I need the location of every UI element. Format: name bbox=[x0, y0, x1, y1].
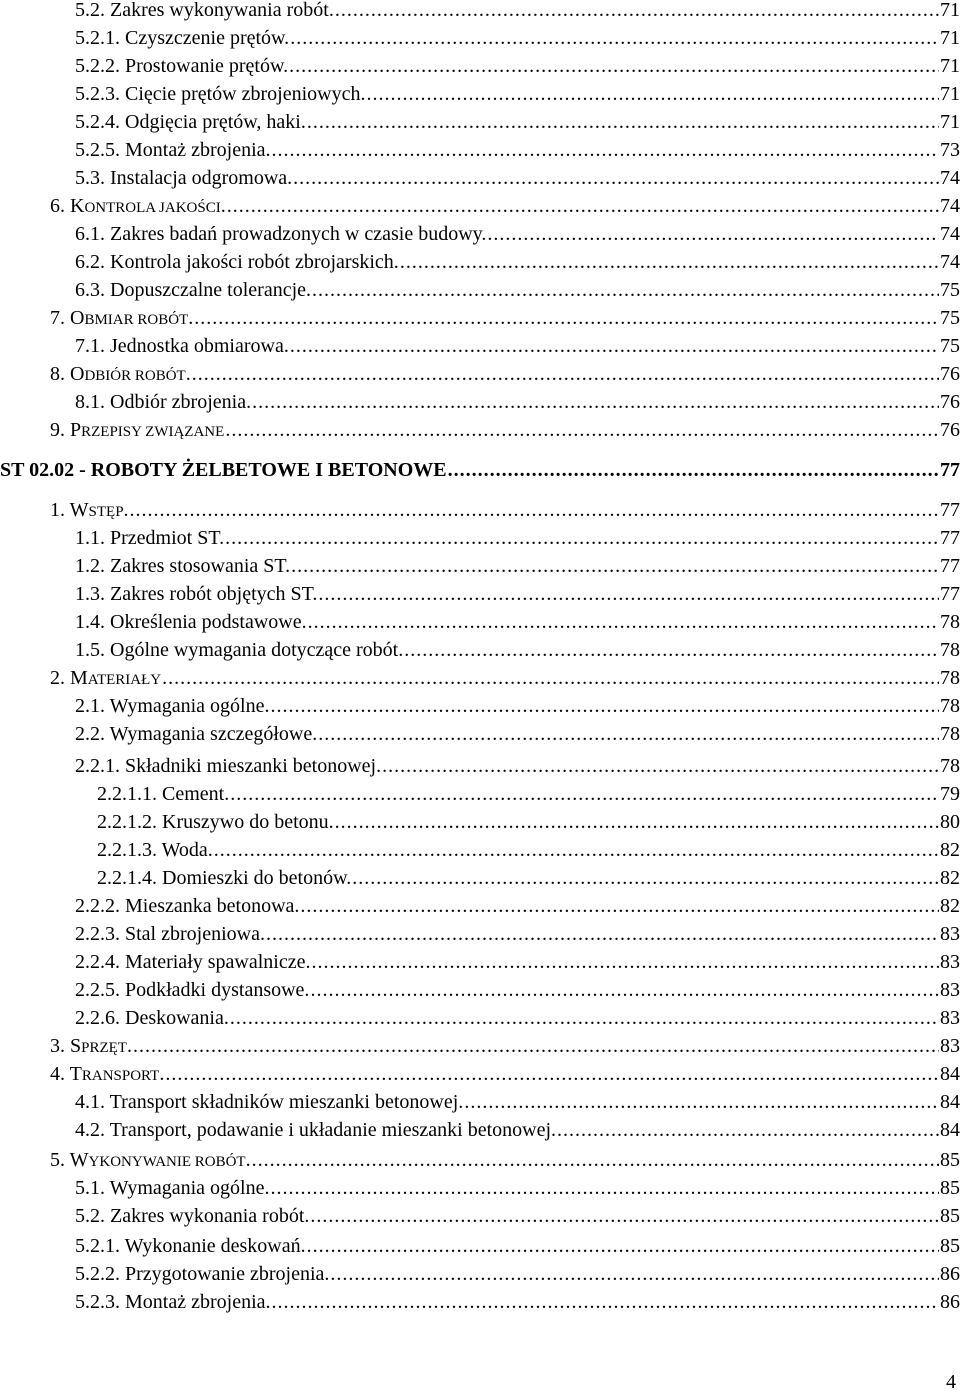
toc-entry[interactable] bbox=[97, 780, 960, 808]
toc-entry-number: 8. bbox=[50, 363, 70, 385]
toc-page-number: 83 bbox=[940, 1007, 960, 1029]
toc-dot-leader bbox=[311, 948, 939, 976]
toc-page-number: 74 bbox=[940, 167, 960, 189]
toc-dot-leader bbox=[227, 192, 939, 220]
toc-page-number: 75 bbox=[940, 335, 960, 357]
toc-dot-leader bbox=[318, 580, 939, 608]
toc-dot-leader bbox=[404, 636, 939, 664]
toc-entry-label: 5.2.3. Cięcie prętów zbrojeniowych. bbox=[75, 83, 366, 105]
toc-page-number: 77 bbox=[940, 499, 960, 521]
toc-entry-label: 2.2. Wymagania szczegółowe. bbox=[75, 723, 318, 745]
toc-dot-leader bbox=[290, 332, 939, 360]
toc-page-number: 82 bbox=[940, 895, 960, 917]
toc-entry[interactable] bbox=[50, 1060, 960, 1088]
toc-entry-label: 5.2.1. Czyszczenie prętów. bbox=[75, 27, 290, 49]
toc-dot-leader bbox=[310, 1202, 939, 1230]
toc-entry-number: 3. bbox=[50, 1035, 70, 1057]
toc-entry[interactable] bbox=[75, 580, 960, 608]
toc-page-number: 82 bbox=[940, 867, 960, 889]
toc-dot-leader bbox=[330, 1260, 939, 1288]
toc-page-number: 77 bbox=[940, 583, 960, 605]
toc-page-number: 71 bbox=[940, 111, 960, 133]
toc-entry[interactable] bbox=[75, 248, 960, 276]
toc-entry-label: 4.1. Transport składników mieszanki betonowej. bbox=[75, 1091, 464, 1113]
toc-entry-label: 1.2. Zakres stosowania ST. bbox=[75, 555, 291, 577]
toc-entry[interactable] bbox=[50, 664, 960, 692]
toc-entry-label: 6.2. Kontrola jakości robót zbrojarskich. bbox=[75, 251, 399, 273]
toc-entry-label: 2.2.4. Materiały spawalnicze. bbox=[75, 951, 311, 973]
toc-entry[interactable] bbox=[75, 136, 960, 164]
toc-page-number: 85 bbox=[940, 1205, 960, 1227]
toc-entry-label: 8.1. Odbiór zbrojenia. bbox=[75, 391, 252, 413]
toc-entry-number: 7. bbox=[50, 307, 70, 329]
toc-entry[interactable] bbox=[75, 388, 960, 416]
toc-dot-leader bbox=[487, 220, 939, 248]
toc-dot-leader bbox=[133, 1032, 939, 1060]
toc-entry-smallcaps: PRZĘT bbox=[81, 1040, 127, 1056]
toc-entry-label: 1.5. Ogólne wymagania dotyczące robót. bbox=[75, 639, 404, 661]
toc-entry-label bbox=[50, 360, 191, 390]
toc-dot-leader bbox=[266, 920, 939, 948]
toc-entry[interactable] bbox=[75, 1004, 960, 1032]
toc-entry[interactable] bbox=[97, 864, 960, 892]
toc-entry[interactable] bbox=[75, 552, 960, 580]
toc-page-number: 84 bbox=[940, 1063, 960, 1085]
toc-dot-leader bbox=[192, 360, 939, 388]
toc-entry[interactable] bbox=[50, 304, 960, 332]
toc-entry-label: 5.2.2. Prostowanie prętów. bbox=[75, 55, 289, 77]
toc-entry-label bbox=[50, 496, 129, 526]
toc-entry[interactable] bbox=[50, 1032, 960, 1060]
toc-entry-smallcaps: YKONYWANIE ROBÓT bbox=[88, 1154, 246, 1170]
toc-entry-smallcaps: RZEPISY ZWIĄZANE bbox=[81, 424, 225, 440]
toc-dot-leader bbox=[130, 496, 939, 524]
toc-entry-initial: O bbox=[70, 307, 85, 329]
toc-entry-label: 2.2.1. Składniki mieszanki betonowej. bbox=[75, 755, 382, 777]
toc-dot-leader bbox=[307, 1232, 939, 1260]
toc-entry-initial: S bbox=[70, 1035, 82, 1057]
toc-entry-initial: P bbox=[70, 419, 82, 441]
toc-entry[interactable] bbox=[75, 80, 960, 108]
toc-entry[interactable] bbox=[50, 416, 960, 444]
toc-dot-leader bbox=[225, 416, 939, 444]
toc-entry-label: 1.3. Zakres robót objętych ST. bbox=[75, 583, 318, 605]
toc-dot-leader bbox=[252, 1146, 939, 1174]
toc-entry[interactable] bbox=[75, 524, 960, 552]
toc-entry-number: 2. bbox=[50, 667, 70, 689]
toc-entry[interactable] bbox=[75, 720, 960, 748]
toc-entry-smallcaps: ATERIAŁY bbox=[87, 672, 162, 688]
toc-entry[interactable] bbox=[75, 52, 960, 80]
toc-entry-label: 6.3. Dopuszczalne tolerancje. bbox=[75, 279, 312, 301]
toc-entry-initial: K bbox=[70, 195, 85, 217]
toc-entry-label: 7.1. Jednostka obmiarowa. bbox=[75, 335, 289, 357]
toc-entry-label: 1.1. Przedmiot ST. bbox=[75, 527, 225, 549]
toc-entry-number: 1. bbox=[50, 499, 70, 521]
toc-entry-label: 5.2. Zakres wykonywania robót. bbox=[75, 0, 334, 21]
toc-page-number: 71 bbox=[940, 27, 960, 49]
toc-page-number: 85 bbox=[940, 1149, 960, 1171]
toc-entry[interactable] bbox=[75, 332, 960, 360]
toc-entry-label: 2.2.5. Podkładki dystansowe. bbox=[75, 979, 310, 1001]
toc-entry-number: 4. bbox=[50, 1063, 70, 1085]
toc-entry-label: 5.2. Zakres wykonania robót. bbox=[75, 1205, 310, 1227]
toc-entry-label: 5.1. Wymagania ogólne. bbox=[75, 1177, 270, 1199]
toc-section-heading[interactable] bbox=[0, 456, 960, 484]
toc-entry-label bbox=[50, 192, 226, 222]
toc-entry[interactable] bbox=[50, 496, 960, 524]
toc-page-number: 85 bbox=[940, 1235, 960, 1257]
toc-entry-smallcaps: STĘP bbox=[88, 504, 124, 520]
toc-entry-smallcaps: ONTROLA JAKOŚCI bbox=[84, 200, 221, 216]
toc-page-number: 78 bbox=[940, 639, 960, 661]
toc-page-number: 80 bbox=[940, 811, 960, 833]
toc-entry-label: 2.2.3. Stal zbrojeniowa. bbox=[75, 923, 265, 945]
toc-entry-smallcaps: RANSPORT bbox=[81, 1068, 160, 1084]
toc-page-number: 84 bbox=[940, 1091, 960, 1113]
toc-page-number: 86 bbox=[940, 1263, 960, 1285]
toc-entry-tail: . bbox=[126, 1035, 132, 1057]
toc-entry-label: 5.3. Instalacja odgromowa. bbox=[75, 167, 293, 189]
toc-entry-tail: . bbox=[245, 1149, 251, 1171]
toc-entry[interactable] bbox=[97, 808, 960, 836]
toc-entry-label: 2.2.1.3. Woda. bbox=[97, 839, 213, 861]
toc-page-number: 78 bbox=[940, 695, 960, 717]
toc-entry[interactable] bbox=[75, 0, 960, 24]
toc-entry-label: 2.2.1.4. Domieszki do betonów. bbox=[97, 867, 352, 889]
toc-page-number: 78 bbox=[940, 611, 960, 633]
toc-dot-leader bbox=[225, 524, 939, 552]
toc-page-number: 78 bbox=[940, 667, 960, 689]
toc-entry-smallcaps: DBIÓR ROBÓT bbox=[84, 368, 186, 384]
toc-dot-leader bbox=[272, 136, 940, 164]
toc-page-number: 74 bbox=[940, 251, 960, 273]
toc-dot-leader bbox=[271, 692, 940, 720]
toc-entry-label bbox=[50, 1032, 132, 1062]
toc-entry-label bbox=[50, 1146, 251, 1176]
toc-page-number: 73 bbox=[940, 139, 960, 161]
toc-dot-leader bbox=[293, 164, 939, 192]
toc-dot-leader bbox=[335, 808, 939, 836]
toc-entry[interactable] bbox=[75, 1088, 960, 1116]
toc-page-number: 71 bbox=[940, 83, 960, 105]
toc-page-number: 76 bbox=[940, 419, 960, 441]
toc-dot-leader bbox=[400, 248, 939, 276]
toc-dot-leader bbox=[308, 608, 939, 636]
toc-entry[interactable] bbox=[75, 1288, 960, 1316]
toc-entry[interactable] bbox=[75, 1174, 960, 1202]
toc-entry[interactable] bbox=[75, 276, 960, 304]
toc-dot-leader bbox=[271, 1174, 940, 1202]
toc-entry[interactable] bbox=[75, 108, 960, 136]
toc-entry-label bbox=[50, 304, 193, 334]
toc-entry[interactable] bbox=[75, 1232, 960, 1260]
toc-dot-leader bbox=[291, 552, 939, 580]
toc-page-number: 78 bbox=[940, 723, 960, 745]
toc-entry-label: 2.2.1.2. Kruszywo do betonu. bbox=[97, 811, 334, 833]
toc-entry[interactable] bbox=[50, 360, 960, 388]
toc-dot-leader bbox=[382, 752, 939, 780]
toc-page-number: 79 bbox=[940, 783, 960, 805]
toc-entry-label bbox=[50, 1060, 164, 1090]
toc-entry-label: 5.2.5. Montaż zbrojenia. bbox=[75, 139, 271, 161]
toc-entry-tail: . bbox=[220, 195, 226, 217]
toc-entry-label: 5.2.4. Odgięcia prętów, haki. bbox=[75, 111, 306, 133]
toc-page-number: 77 bbox=[940, 459, 960, 481]
toc-entry[interactable] bbox=[75, 948, 960, 976]
toc-page-number: 86 bbox=[940, 1291, 960, 1313]
toc-entry-tail: . bbox=[188, 307, 194, 329]
page-number: 4 bbox=[946, 1371, 956, 1393]
toc-entry-number: 9. bbox=[50, 419, 70, 441]
toc-dot-leader bbox=[300, 892, 939, 920]
toc-entry-number: 5. bbox=[50, 1149, 70, 1171]
toc-entry-label: 2.2.2. Mieszanka betonowa. bbox=[75, 895, 300, 917]
toc-dot-leader bbox=[318, 720, 939, 748]
toc-dot-leader bbox=[194, 304, 939, 332]
toc-entry-label: 5.2.3. Montaż zbrojenia. bbox=[75, 1291, 271, 1313]
toc-entry-initial: M bbox=[70, 667, 88, 689]
toc-entry-label bbox=[50, 664, 161, 694]
toc-page-number: 74 bbox=[940, 195, 960, 217]
toc-entry[interactable] bbox=[75, 164, 960, 192]
toc-entry[interactable] bbox=[75, 24, 960, 52]
toc-dot-leader bbox=[290, 24, 939, 52]
toc-page-number: 76 bbox=[940, 363, 960, 385]
toc-entry[interactable] bbox=[75, 920, 960, 948]
toc-entry-label bbox=[50, 416, 224, 446]
toc-dot-leader bbox=[230, 780, 939, 808]
toc-dot-leader bbox=[464, 1088, 939, 1116]
toc-entry[interactable] bbox=[75, 1116, 960, 1144]
toc-entry-tail: . bbox=[123, 499, 129, 521]
toc-dot-leader bbox=[289, 52, 939, 80]
toc-entry[interactable] bbox=[50, 1146, 960, 1174]
toc-entry[interactable] bbox=[75, 636, 960, 664]
toc-dot-leader bbox=[366, 80, 939, 108]
toc-entry-label: 5.2.1. Wykonanie deskowań. bbox=[75, 1235, 306, 1257]
toc-dot-leader bbox=[352, 864, 939, 892]
toc-page-number: 83 bbox=[940, 923, 960, 945]
toc-entry-tail: . bbox=[159, 1063, 165, 1085]
toc-page-number: 74 bbox=[940, 223, 960, 245]
toc-entry-number: 6. bbox=[50, 195, 70, 217]
toc-entry-tail: . bbox=[185, 363, 191, 385]
toc-dot-leader bbox=[230, 1004, 939, 1032]
toc-entry-label: 2.2.6. Deskowania. bbox=[75, 1007, 229, 1029]
toc-entry-label: 5.2.2. Przygotowanie zbrojenia. bbox=[75, 1263, 330, 1285]
toc-entry-initial: W bbox=[69, 1149, 89, 1171]
toc-page-number: 75 bbox=[940, 279, 960, 301]
toc-entry-label: 2.1. Wymagania ogólne. bbox=[75, 695, 270, 717]
toc-page-number: 77 bbox=[940, 527, 960, 549]
toc-entry[interactable] bbox=[75, 752, 960, 780]
toc-entry-label: 1.4. Określenia podstawowe. bbox=[75, 611, 307, 633]
toc-page-number: 82 bbox=[940, 839, 960, 861]
toc-dot-leader bbox=[557, 1116, 939, 1144]
toc-entry-smallcaps: BMIAR ROBÓT bbox=[84, 312, 189, 328]
toc-page-number: 85 bbox=[940, 1177, 960, 1199]
toc-entry-label: 6.1. Zakres badań prowadzonych w czasie budowy. bbox=[75, 223, 487, 245]
toc-page-number: 75 bbox=[940, 307, 960, 329]
toc-page-number: 77 bbox=[940, 555, 960, 577]
toc-entry-label: ST 02.02 - ROBOTY ŻELBETOWE I BETONOWE bbox=[0, 459, 447, 481]
toc-entry-label: 4.2. Transport, podawanie i układanie mieszanki betonowej. bbox=[75, 1119, 557, 1141]
toc-dot-leader bbox=[252, 388, 939, 416]
toc-page-number: 84 bbox=[940, 1119, 960, 1141]
toc-page-number: 83 bbox=[940, 1035, 960, 1057]
toc-page-number: 76 bbox=[940, 391, 960, 413]
toc-page-number: 83 bbox=[940, 951, 960, 973]
toc-page-number: 83 bbox=[940, 979, 960, 1001]
toc-entry-initial: W bbox=[69, 499, 89, 521]
toc-entry-initial: O bbox=[70, 363, 85, 385]
toc-entry[interactable] bbox=[75, 976, 960, 1004]
toc-dot-leader bbox=[448, 456, 939, 484]
toc-dot-leader bbox=[310, 976, 939, 1004]
toc-entry[interactable] bbox=[75, 220, 960, 248]
toc-entry[interactable] bbox=[75, 892, 960, 920]
toc-entry[interactable] bbox=[75, 608, 960, 636]
toc-dot-leader bbox=[272, 1288, 940, 1316]
toc-entry[interactable] bbox=[75, 692, 960, 720]
toc-entry[interactable] bbox=[97, 836, 960, 864]
toc-page-number: 78 bbox=[940, 755, 960, 777]
toc-page-number: 71 bbox=[940, 0, 960, 21]
toc-entry[interactable] bbox=[75, 1202, 960, 1230]
toc-dot-leader bbox=[214, 836, 939, 864]
toc-page-number: 71 bbox=[940, 55, 960, 77]
toc-dot-leader bbox=[165, 1060, 939, 1088]
toc-dot-leader bbox=[335, 0, 939, 24]
toc-entry-label: 2.2.1.1. Cement. bbox=[97, 783, 230, 805]
toc-dot-leader bbox=[312, 276, 939, 304]
toc-dot-leader bbox=[162, 664, 939, 692]
toc-entry[interactable] bbox=[75, 1260, 960, 1288]
toc-dot-leader bbox=[307, 108, 939, 136]
toc-entry[interactable] bbox=[50, 192, 960, 220]
toc-entry-initial: T bbox=[69, 1063, 82, 1085]
